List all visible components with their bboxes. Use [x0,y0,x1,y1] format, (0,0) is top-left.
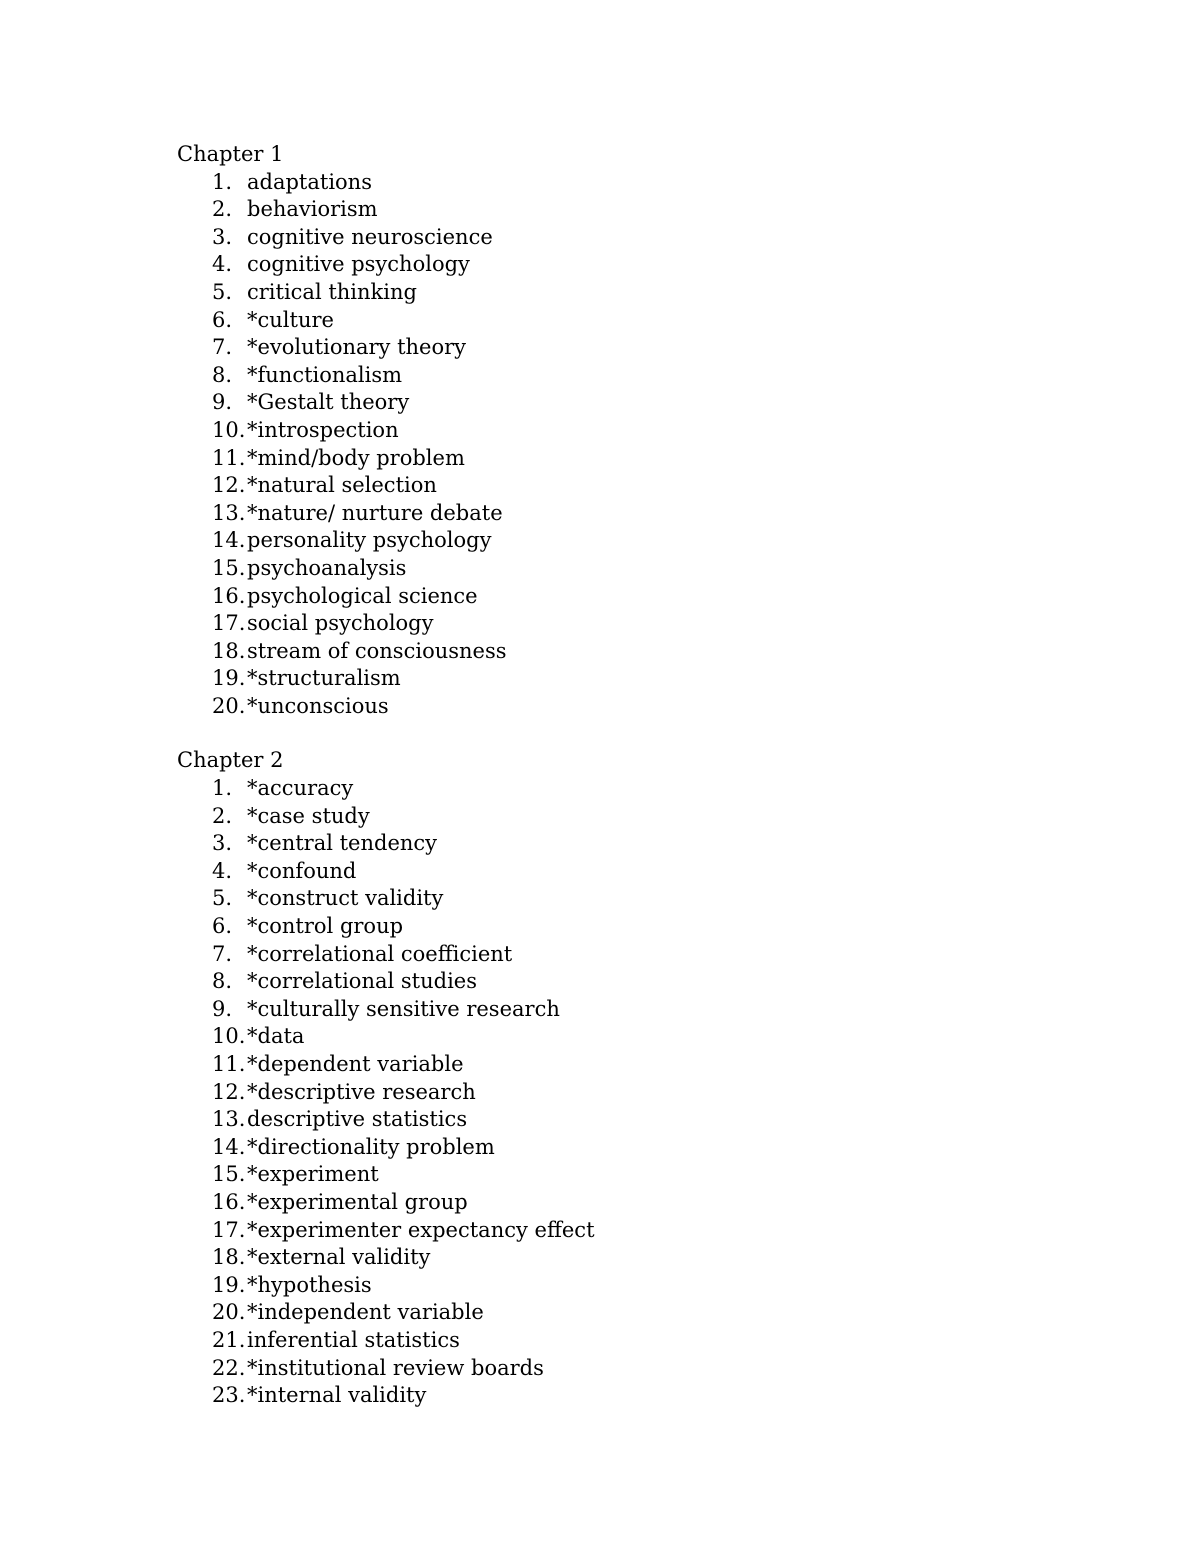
item-text: critical thinking [247,279,417,304]
item-text: *culture [247,307,334,332]
list-item [177,996,1077,1024]
term-list [177,169,1077,721]
chapter-title: Chapter 1 [177,142,284,166]
item-number: 4. [212,252,233,277]
list-item [177,279,1077,307]
list-item [177,1023,1077,1051]
item-number: 18. [212,1245,246,1270]
list-item [177,1134,1077,1162]
item-number: 1. [212,169,233,194]
item-number: 17. [212,1217,246,1242]
item-text: *dependent variable [247,1052,464,1076]
item-text: *structuralism [247,666,401,691]
item-text: *correlational coefficient [247,941,513,966]
item-text: personality psychology [247,528,492,553]
item-text: *institutional review boards [247,1355,544,1380]
item-number: 3. [212,831,233,856]
item-text: *independent variable [247,1300,484,1325]
item-text: *evolutionary theory [247,335,467,360]
item-text: *introspection [247,417,399,442]
list-item [177,1382,1077,1410]
list-item [177,417,1077,445]
item-number: 23. [212,1383,246,1408]
list-item [177,1217,1077,1245]
item-text: descriptive statistics [247,1107,468,1132]
list-item [177,251,1077,279]
item-text: *data [247,1024,305,1049]
list-item [177,307,1077,335]
list-item [177,1244,1077,1272]
item-number: 16. [212,583,246,608]
item-number: 19. [212,666,246,691]
list-item [177,610,1077,638]
item-number: 20. [212,1300,246,1325]
item-number: 20. [212,693,246,718]
item-number: 19. [212,1272,246,1297]
item-number: 2. [212,197,233,222]
list-item [177,775,1077,803]
list-item [177,1272,1077,1300]
item-text: *correlational studies [247,969,477,994]
item-number: 5. [212,886,233,911]
list-item [177,1079,1077,1107]
item-text: *descriptive research [247,1079,476,1104]
item-text: psychological science [247,583,478,608]
item-number: 3. [212,224,233,249]
item-number: 2. [212,803,233,828]
item-number: 10. [212,417,246,442]
item-number: 15. [212,1162,246,1187]
list-item [177,913,1077,941]
list-item [177,665,1077,693]
list-item [177,1189,1077,1217]
item-text: *construct validity [247,886,444,911]
item-text: *directionality problem [247,1134,495,1159]
item-text: *confound [247,858,357,883]
term-list [177,775,1077,1410]
item-text: adaptations [247,169,372,194]
item-text: *Gestalt theory [247,390,410,415]
item-text: *central tendency [247,831,438,856]
list-item [177,803,1077,831]
list-item [177,334,1077,362]
item-text: *hypothesis [247,1272,372,1297]
item-number: 14. [212,1134,246,1159]
list-item [177,472,1077,500]
list-item [177,583,1077,611]
list-item [177,1161,1077,1189]
list-item [177,693,1077,721]
list-item [177,1051,1077,1079]
item-number: 4. [212,858,233,883]
item-text: *internal validity [247,1383,427,1408]
item-number: 22. [212,1355,246,1380]
chapter-section-2 [177,747,1077,1409]
item-number: 21. [212,1327,246,1352]
item-text: *mind/body problem [247,445,465,470]
list-item [177,968,1077,996]
list-item [177,224,1077,252]
item-number: 6. [212,914,233,939]
item-text: stream of consciousness [247,638,507,663]
item-number: 8. [212,362,233,387]
item-number: 1. [212,776,233,801]
item-number: 5. [212,279,233,304]
list-item [177,445,1077,473]
item-number: 11. [212,445,246,470]
item-number: 17. [212,611,246,636]
list-item [177,885,1077,913]
list-item [177,941,1077,969]
chapter-title: Chapter 2 [177,748,284,773]
item-number: 10. [212,1024,246,1049]
chapter-section-1 [177,141,1077,720]
list-item [177,389,1077,417]
item-text: *experimental group [247,1189,468,1214]
list-item [177,1355,1077,1383]
item-text: *case study [247,803,370,828]
item-number: 18. [212,638,246,663]
item-text: social psychology [247,611,434,636]
item-text: *experimenter expectancy effect [247,1217,595,1242]
item-number: 16. [212,1189,246,1214]
list-item [177,500,1077,528]
list-item [177,362,1077,390]
item-text: psychoanalysis [247,555,407,580]
item-text: *external validity [247,1245,431,1270]
item-number: 14. [212,528,246,553]
list-item [177,169,1077,197]
item-text: cognitive neuroscience [247,224,493,249]
list-item [177,638,1077,666]
item-number: 9. [212,390,233,415]
item-text: *nature/ nurture debate [247,500,503,525]
item-text: *control group [247,914,404,939]
document-content [177,141,1077,1410]
item-text: cognitive psychology [247,252,470,277]
list-item [177,196,1077,224]
list-item [177,1106,1077,1134]
item-number: 12. [212,1079,246,1104]
item-text: *unconscious [247,693,389,718]
list-item [177,555,1077,583]
item-number: 8. [212,969,233,994]
item-number: 11. [212,1052,246,1076]
list-item [177,1299,1077,1327]
item-number: 9. [212,996,233,1021]
list-item [177,858,1077,886]
list-item [177,1327,1077,1355]
item-text: *accuracy [247,776,354,801]
item-number: 13. [212,500,246,525]
item-number: 6. [212,307,233,332]
item-text: *functionalism [247,362,403,387]
list-item [177,527,1077,555]
item-text: behaviorism [247,197,378,222]
item-text: *natural selection [247,473,437,498]
item-number: 15. [212,555,246,580]
item-number: 13. [212,1107,246,1132]
item-text: *experiment [247,1162,379,1187]
item-number: 12. [212,473,246,498]
item-number: 7. [212,941,233,966]
item-number: 7. [212,335,233,360]
list-item [177,830,1077,858]
item-text: *culturally sensitive research [247,996,560,1021]
item-text: inferential statistics [247,1327,460,1352]
